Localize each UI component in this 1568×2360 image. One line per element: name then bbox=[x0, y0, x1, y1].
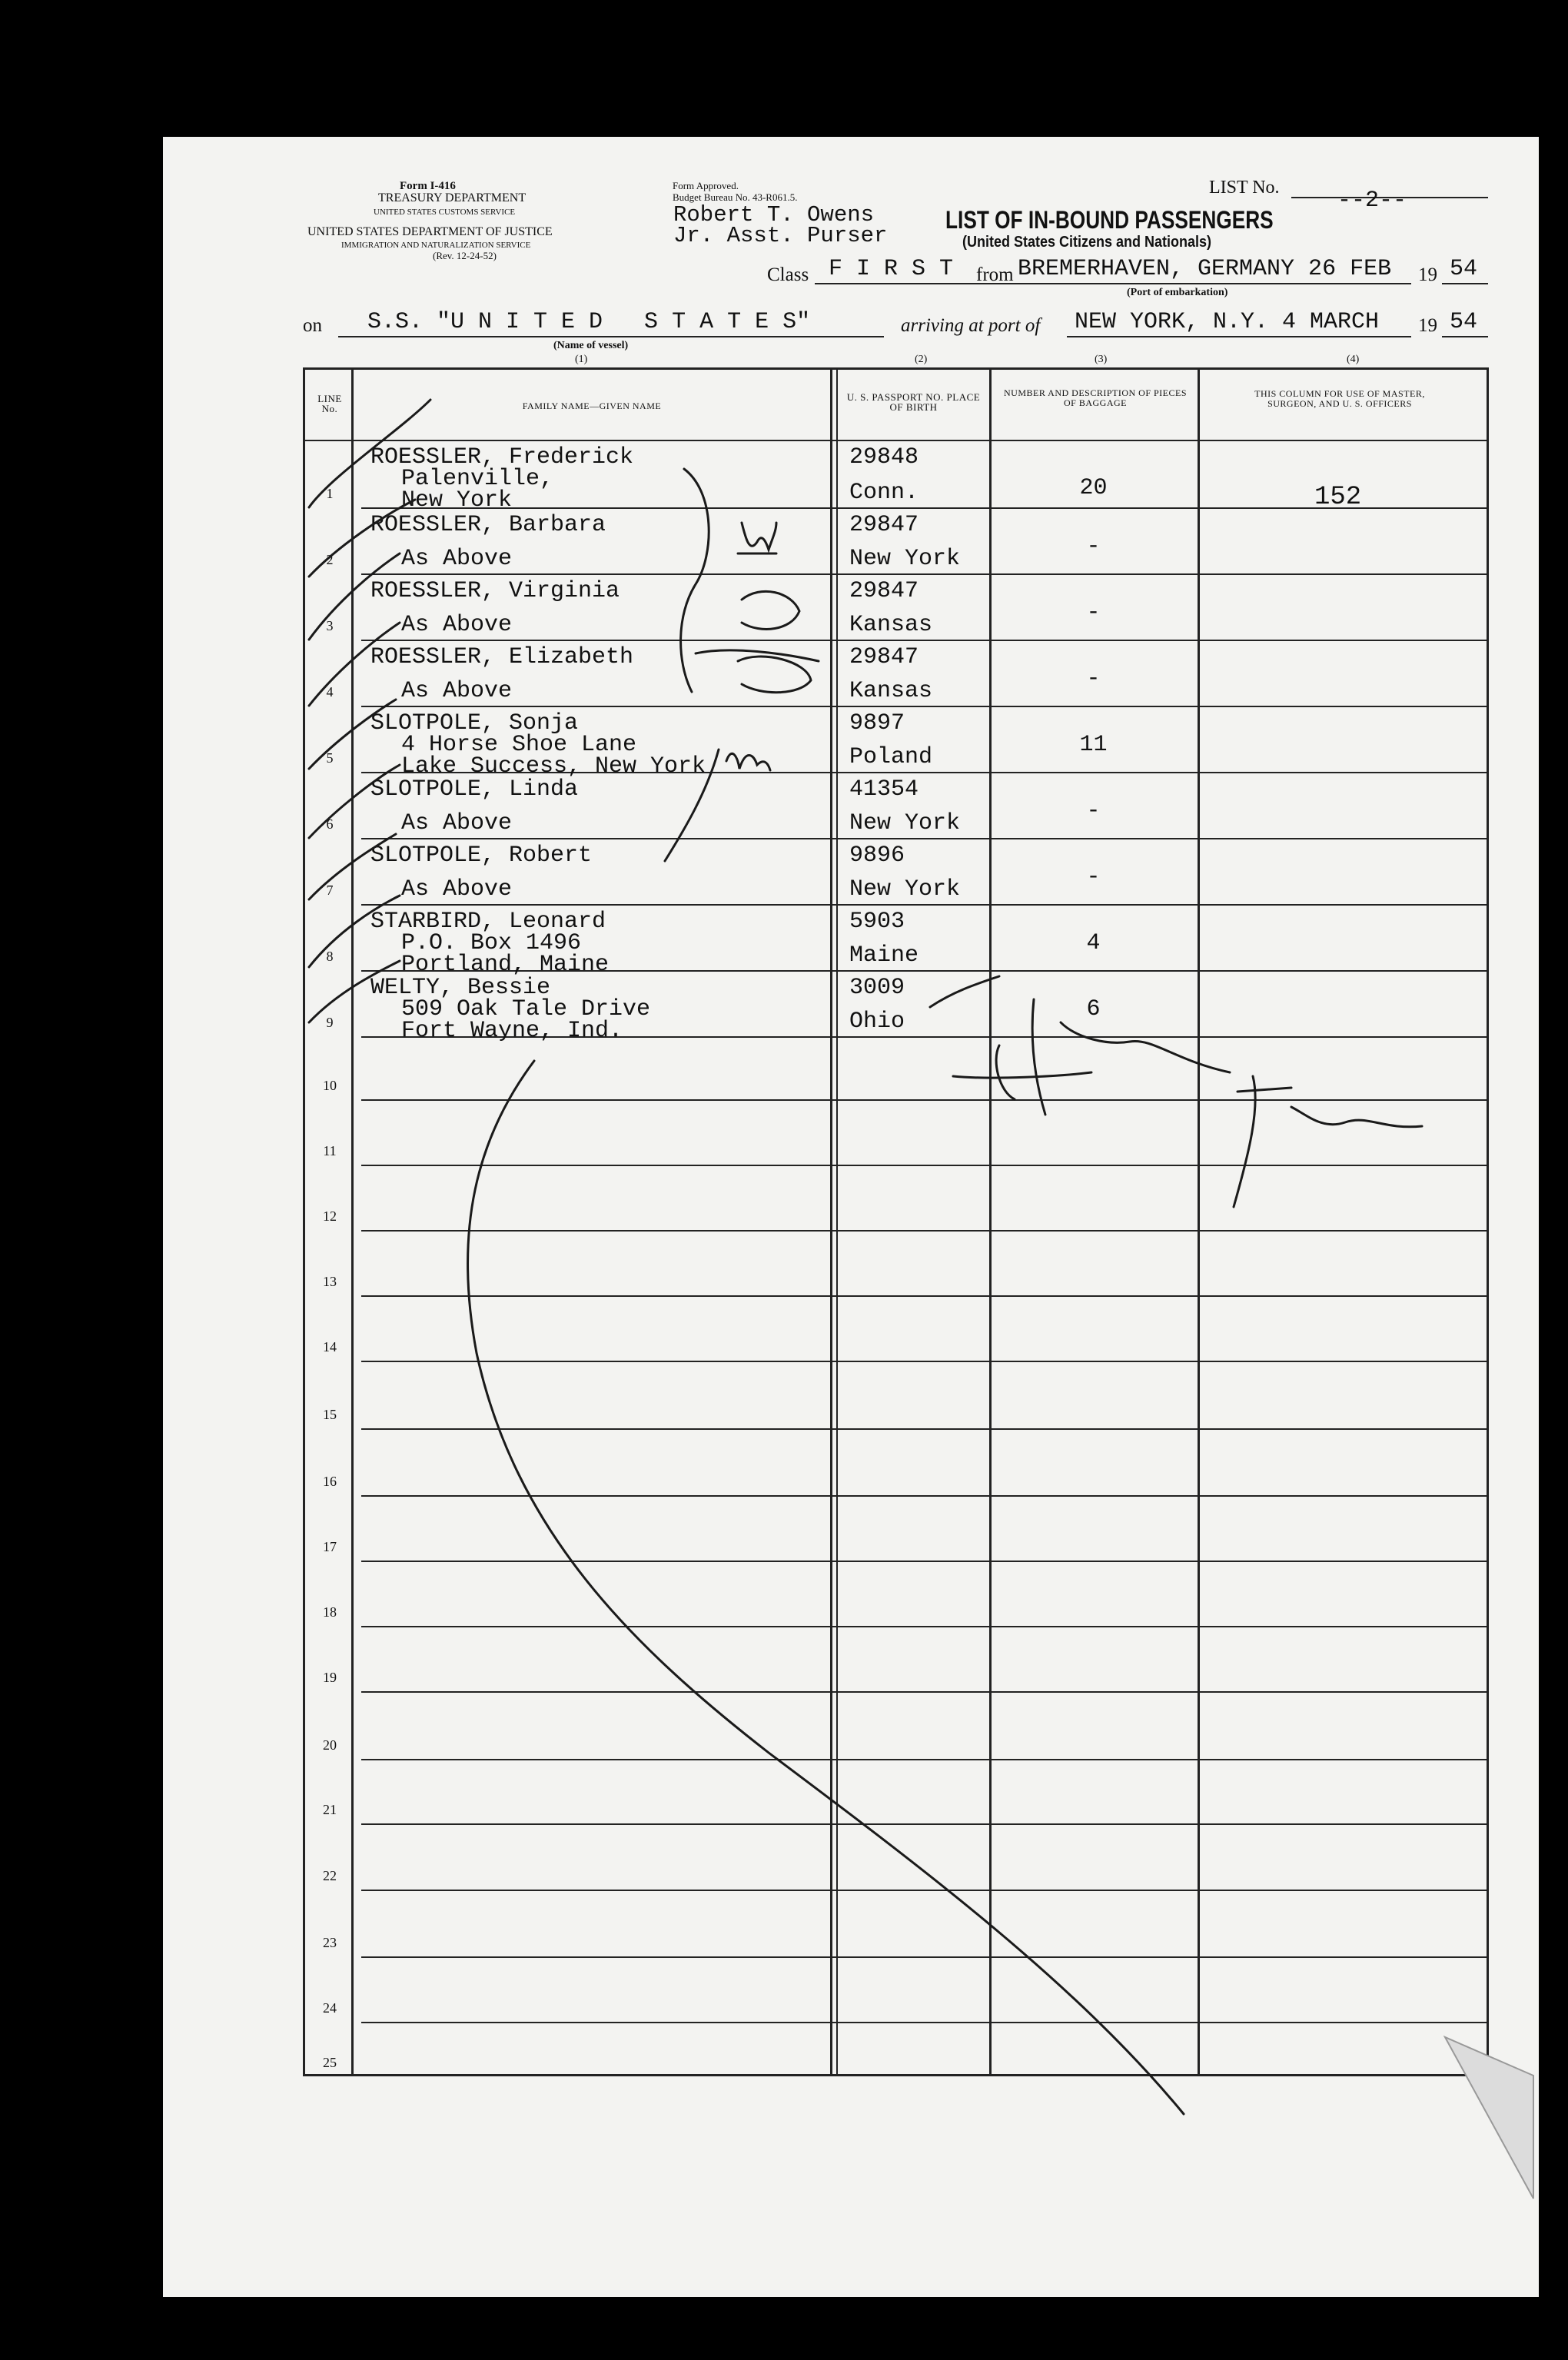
purser-name: Robert T. Owens bbox=[673, 202, 875, 228]
passenger-name: ROESSLER, Barbara bbox=[370, 512, 606, 538]
immigration-service: IMMIGRATION AND NATURALIZATION SERVICE bbox=[341, 241, 531, 250]
line-number: 22 bbox=[323, 1868, 337, 1883]
passenger-address: Lake Success, New York bbox=[401, 753, 706, 779]
passenger-name: SLOTPOLE, Sonja bbox=[370, 710, 579, 736]
passenger-name: ROESSLER, Frederick bbox=[370, 444, 634, 470]
line-number: 10 bbox=[323, 1078, 337, 1093]
arriving-year-value: 54 bbox=[1450, 309, 1478, 335]
passport-number: 3009 bbox=[849, 975, 905, 1001]
header-officers: THIS COLUMN FOR USE OF MASTER, SURGEON, AND U. S. OFFICERS bbox=[1254, 388, 1425, 409]
line-number: 24 bbox=[323, 2000, 337, 2016]
from-year-prefix: 19 bbox=[1418, 264, 1437, 285]
header-family-name: FAMILY NAME—GIVEN NAME bbox=[522, 401, 662, 411]
form-number: Form I-416 bbox=[400, 180, 456, 192]
passenger-name: ROESSLER, Virginia bbox=[370, 578, 620, 604]
line-number: 13 bbox=[323, 1274, 337, 1289]
passport-number: 29848 bbox=[849, 444, 919, 470]
passenger-name: ROESSLER, Elizabeth bbox=[370, 644, 634, 670]
place-of-birth: Poland bbox=[849, 744, 933, 770]
line-number: 20 bbox=[323, 1737, 337, 1753]
place-of-birth: Maine bbox=[849, 942, 919, 969]
passport-number: 41354 bbox=[849, 776, 919, 803]
purser-title: Jr. Asst. Purser bbox=[673, 223, 888, 248]
column-number-3: (3) bbox=[1095, 354, 1108, 365]
passenger-address: 4 Horse Shoe Lane bbox=[401, 732, 637, 758]
line-number: 21 bbox=[323, 1802, 337, 1817]
column-number-1: (1) bbox=[575, 354, 588, 365]
department-of-justice: UNITED STATES DEPARTMENT OF JUSTICE bbox=[307, 225, 553, 238]
passport-number: 29847 bbox=[849, 578, 919, 604]
place-of-birth: Conn. bbox=[849, 480, 919, 506]
class-value: F I R S T bbox=[829, 256, 954, 282]
line-number: 6 bbox=[326, 816, 334, 832]
embarkation-value: BREMERHAVEN, GERMANY 26 FEB bbox=[1018, 256, 1392, 282]
from-label: from bbox=[976, 264, 1014, 285]
baggage-count: - bbox=[1086, 864, 1101, 890]
form-revision: (Rev. 12-24-52) bbox=[433, 250, 497, 261]
passenger-address: As Above bbox=[401, 810, 513, 836]
column-number-2: (2) bbox=[915, 354, 928, 365]
passenger-address: As Above bbox=[401, 876, 513, 902]
from-year-value: 54 bbox=[1450, 256, 1478, 282]
baggage-count: 6 bbox=[1086, 996, 1101, 1022]
line-number: 17 bbox=[323, 1539, 337, 1554]
passenger-name: STARBIRD, Leonard bbox=[370, 909, 606, 935]
passenger-name: SLOTPOLE, Robert bbox=[370, 843, 593, 869]
arriving-year-prefix: 19 bbox=[1418, 315, 1437, 336]
form-title: LIST OF IN-BOUND PASSENGERS bbox=[945, 206, 1274, 234]
arriving-value: NEW YORK, N.Y. 4 MARCH bbox=[1075, 309, 1380, 335]
passenger-address: New York bbox=[401, 487, 513, 514]
line-number: 3 bbox=[326, 618, 334, 633]
baggage-count: 20 bbox=[1079, 475, 1108, 501]
line-number: 11 bbox=[323, 1143, 337, 1158]
passport-number: 29847 bbox=[849, 512, 919, 538]
form-approved: Form Approved. bbox=[673, 180, 739, 191]
passport-number: 29847 bbox=[849, 644, 919, 670]
line-number: 2 bbox=[326, 552, 334, 567]
passenger-address: Portland, Maine bbox=[401, 952, 610, 978]
passenger-address: As Above bbox=[401, 612, 513, 638]
passenger-address: 509 Oak Tale Drive bbox=[401, 996, 651, 1022]
port-embarkation-caption: (Port of embarkation) bbox=[1127, 287, 1228, 298]
baggage-count: 11 bbox=[1079, 732, 1108, 758]
passport-number: 9897 bbox=[849, 710, 905, 736]
place-of-birth: Ohio bbox=[849, 1009, 905, 1035]
baggage-count: - bbox=[1086, 666, 1101, 692]
class-label: Class bbox=[767, 264, 809, 285]
line-number: 25 bbox=[323, 2055, 337, 2070]
place-of-birth: Kansas bbox=[849, 612, 933, 638]
passenger-address: As Above bbox=[401, 678, 513, 704]
form-subtitle: (United States Citizens and Nationals) bbox=[962, 234, 1212, 251]
line-number: 16 bbox=[323, 1474, 337, 1489]
baggage-count: - bbox=[1086, 798, 1101, 824]
baggage-count: 4 bbox=[1086, 930, 1101, 956]
passenger-name: WELTY, Bessie bbox=[370, 975, 551, 1001]
line-number: 4 bbox=[326, 684, 334, 700]
place-of-birth: New York bbox=[849, 810, 961, 836]
arriving-label: arriving at port of bbox=[901, 315, 1041, 336]
place-of-birth: New York bbox=[849, 876, 961, 902]
header-line-no: LINE No. bbox=[317, 393, 342, 414]
line-number: 23 bbox=[323, 1935, 337, 1950]
line-number: 9 bbox=[326, 1015, 334, 1030]
baggage-count: - bbox=[1086, 600, 1101, 626]
budget-bureau: Budget Bureau No. 43-R061.5. bbox=[673, 191, 798, 203]
passport-number: 5903 bbox=[849, 909, 905, 935]
line-number: 1 bbox=[326, 486, 334, 501]
passenger-address: Palenville, bbox=[401, 466, 554, 492]
line-number: 8 bbox=[326, 949, 334, 964]
line-number: 7 bbox=[326, 883, 334, 898]
column-number-4: (4) bbox=[1347, 354, 1360, 365]
vessel-caption: (Name of vessel) bbox=[553, 340, 629, 351]
vessel-value: S.S. "U N I T E D S T A T E S" bbox=[367, 309, 811, 335]
line-number: 5 bbox=[326, 750, 334, 766]
baggage-count: - bbox=[1086, 533, 1101, 560]
officer-note: 152 bbox=[1314, 483, 1362, 512]
customs-service: UNITED STATES CUSTOMS SERVICE bbox=[374, 208, 516, 217]
header-passport: U. S. PASSPORT NO. PLACE OF BIRTH bbox=[846, 391, 981, 413]
passport-number: 9896 bbox=[849, 843, 905, 869]
treasury-department: TREASURY DEPARTMENT bbox=[378, 191, 527, 204]
line-number: 15 bbox=[323, 1407, 337, 1422]
header-baggage: NUMBER AND DESCRIPTION OF PIECES OF BAGGAGE bbox=[1003, 387, 1188, 408]
place-of-birth: Kansas bbox=[849, 678, 933, 704]
list-no-label: LIST No. bbox=[1209, 178, 1280, 198]
line-number: 19 bbox=[323, 1670, 337, 1685]
on-label: on bbox=[303, 315, 322, 336]
line-number: 18 bbox=[323, 1604, 337, 1620]
place-of-birth: New York bbox=[849, 546, 961, 572]
line-number: 12 bbox=[323, 1208, 337, 1224]
passenger-address: P.O. Box 1496 bbox=[401, 930, 582, 956]
passenger-address: Fort Wayne, Ind. bbox=[401, 1018, 623, 1044]
list-no-value: --2-- bbox=[1337, 188, 1407, 214]
passenger-name: SLOTPOLE, Linda bbox=[370, 776, 579, 803]
line-number: 14 bbox=[323, 1339, 337, 1355]
passenger-address: As Above bbox=[401, 546, 513, 572]
